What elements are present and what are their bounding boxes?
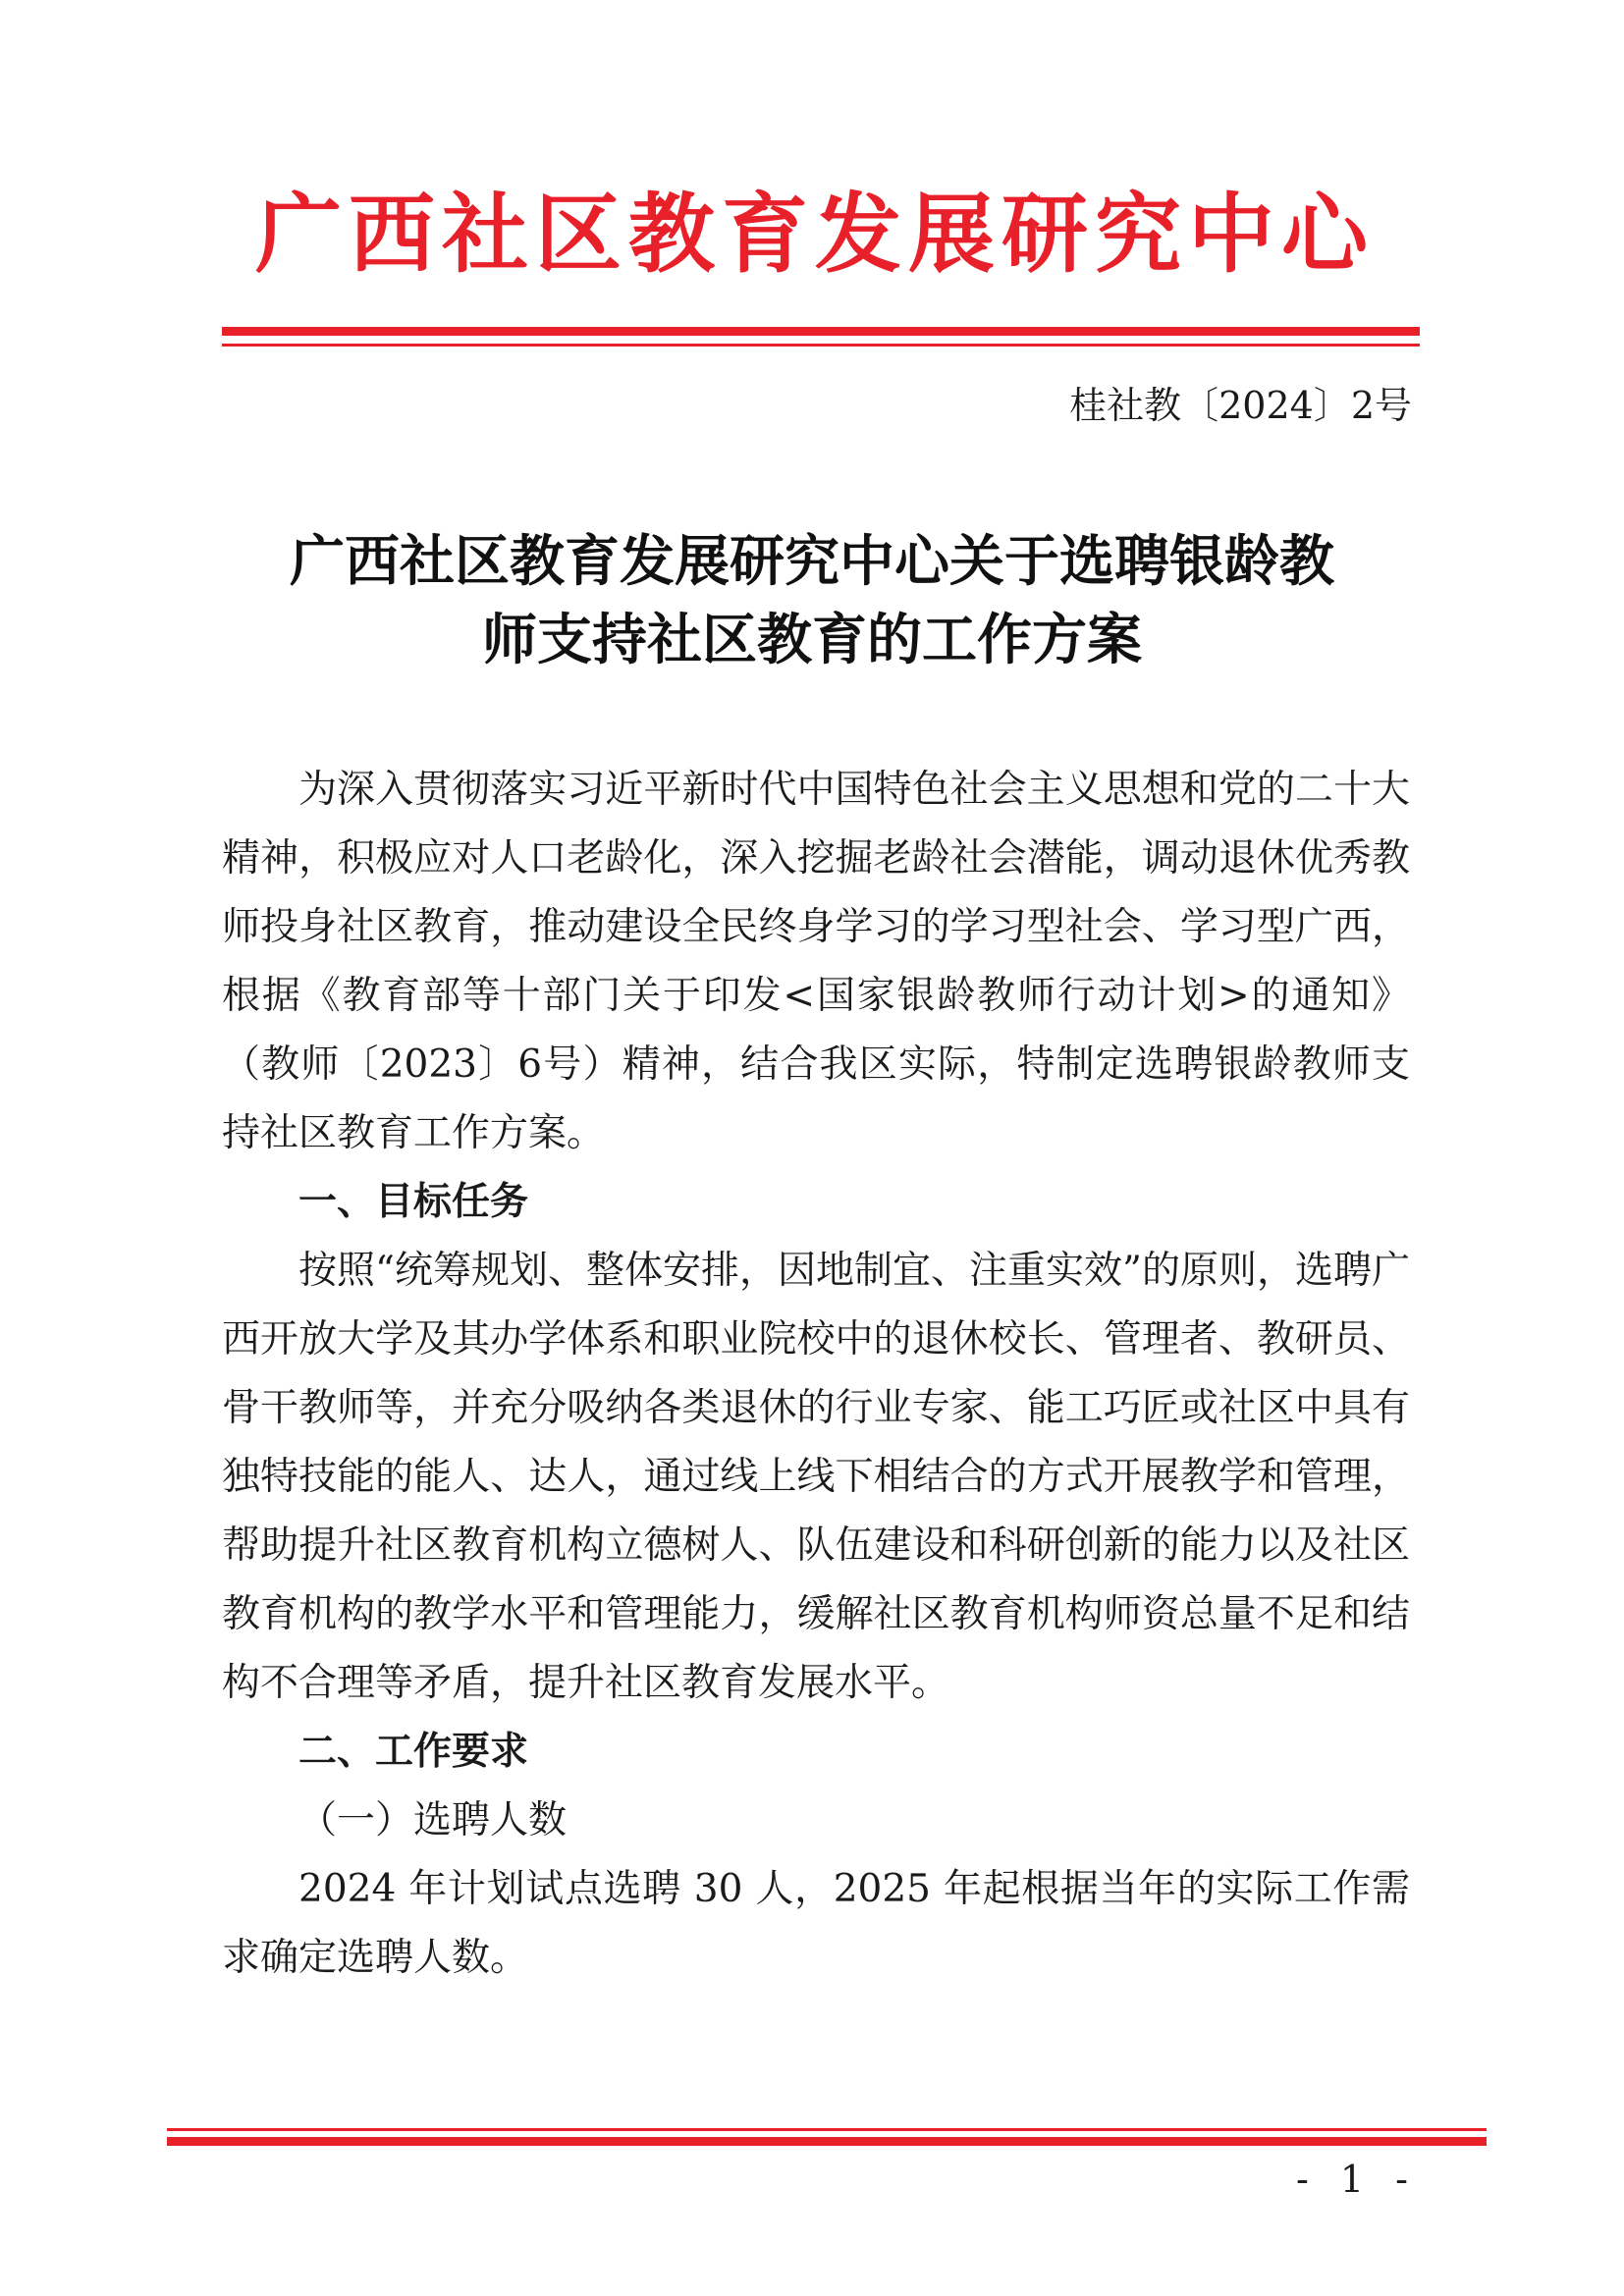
- footer-divider-thin: [167, 2128, 1487, 2131]
- intro-paragraph: 为深入贯彻落实习近平新时代中国特色社会主义思想和党的二十大精神，积极应对人口老龄化，深入挖掘老龄社会潜能，调动退休优秀教师投身社区教育，推动建设全民终身学习的学习型社会、学习型广西，根据《教育部等十部门关于印发<国家银龄教师行动计划>的通知》（教师〔2023〕6号）精神，结合我区实际，特制定选聘银龄教师支持社区教育工作方案。: [222, 768, 1410, 1155]
- subsection-1-heading: （一）选聘人数: [298, 1798, 568, 1842]
- page-number: - 1 -: [1295, 2158, 1418, 2201]
- footer-divider-thick: [167, 2137, 1487, 2146]
- section-1-paragraph: 按照“统筹规划、整体安排，因地制宜、注重实效”的原则，选聘广西开放大学及其办学体系和职业院校中的退休校长、管理者、教研员、骨干教师等，并充分吸纳各类退休的行业专家、能工巧匠或社区中具有独特技能的能人、达人，通过线上线下相结合的方式开展教学和管理，帮助提升社区教育机构立德树人、队伍建设和科研创新的能力以及社区教育机构的教学水平和管理能力，缓解社区教育机构师资总量不足和结构不合理等矛盾，提升社区教育发展水平。: [222, 1249, 1410, 1705]
- document-title: [196, 522, 1428, 679]
- section-2-heading: 二、工作要求: [298, 1730, 529, 1774]
- organization-header: 广西社区教育发展研究中心: [254, 183, 1375, 285]
- header-divider-thin: [222, 344, 1420, 347]
- document-body: [222, 756, 1410, 1993]
- section-1-heading: 一、目标任务: [298, 1180, 529, 1224]
- subsection-1-paragraph: 2024 年计划试点选聘 30 人，2025 年起根据当年的实际工作需求确定选聘人数。: [222, 1867, 1410, 1980]
- header-divider-thick: [222, 327, 1420, 336]
- document-title-line-2: 师支持社区教育的工作方案: [482, 608, 1142, 672]
- document-number: 桂社教〔2024〕2号: [1069, 384, 1412, 427]
- document-title-line-1: 广西社区教育发展研究中心关于选聘银龄教: [290, 529, 1334, 594]
